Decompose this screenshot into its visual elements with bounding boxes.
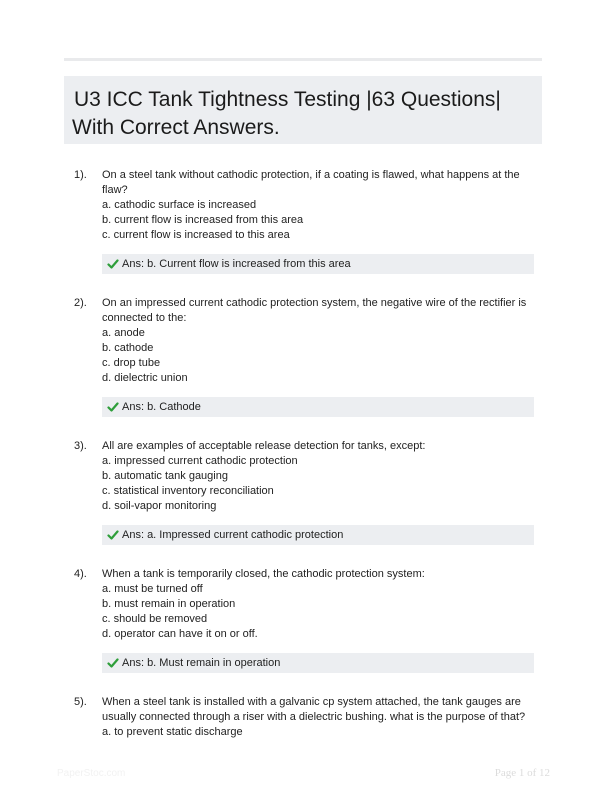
answer-box: [102, 653, 534, 673]
question-number: 1).: [74, 169, 87, 181]
question-text: On a steel tank without cathodic protection, if a coating is flawed, what happens at the flaw?: [102, 169, 520, 196]
page-number: Page 1 of 12: [494, 767, 550, 779]
question-5: [74, 695, 544, 740]
question-3: [74, 439, 544, 545]
title-line-1: U3 ICC Tank Tightness Testing |63 Questions|: [74, 88, 501, 111]
question-text: When a steel tank is installed with a galvanic cp system attached, the tank gauges are usually connected through a riser with a dielectric bushing. what is the purpose of that?: [102, 696, 526, 723]
option-b: b. automatic tank gauging: [102, 470, 228, 482]
answer-text: Ans: a. Impressed current cathodic protection: [122, 529, 344, 541]
answer-text: Ans: b. Must remain in operation: [122, 657, 281, 669]
answer-text: Ans: b. Cathode: [122, 401, 201, 413]
answer-box: [102, 525, 534, 545]
option-c: c. drop tube: [102, 357, 161, 369]
checkmark-icon: [107, 401, 119, 413]
option-c: c. statistical inventory reconciliation: [102, 485, 274, 497]
option-d: d. soil-vapor monitoring: [102, 500, 217, 512]
answer-box: [102, 254, 534, 274]
title-line-2: With Correct Answers.: [72, 116, 280, 139]
question-number: 5).: [74, 696, 87, 708]
top-divider: [64, 58, 542, 61]
checkmark-icon: [107, 529, 119, 541]
question-1: [74, 168, 544, 274]
option-c: c. current flow is increased to this area: [102, 229, 290, 241]
question-2: [74, 296, 544, 417]
checkmark-icon: [107, 258, 119, 270]
title-banner: [64, 76, 542, 144]
footer-source-watermark: PaperStoc.com: [57, 768, 126, 779]
question-4: [74, 567, 544, 673]
option-b: b. cathode: [102, 342, 154, 354]
option-d: d. operator can have it on or off.: [102, 628, 258, 640]
option-a: a. cathodic surface is increased: [102, 199, 257, 211]
option-b: b. must remain in operation: [102, 598, 236, 610]
option-a: a. anode: [102, 327, 145, 339]
option-a: a. must be turned off: [102, 583, 203, 595]
question-number: 4).: [74, 568, 87, 580]
question-text: When a tank is temporarily closed, the cathodic protection system:: [102, 568, 425, 580]
question-text: On an impressed current cathodic protection system, the negative wire of the rectifier is connected to the:: [102, 297, 527, 324]
option-a: a. to prevent static discharge: [102, 726, 243, 738]
question-number: 3).: [74, 440, 87, 452]
question-text: All are examples of acceptable release detection for tanks, except:: [102, 440, 426, 452]
document-title: [72, 86, 532, 142]
question-number: 2).: [74, 297, 87, 309]
answer-text: Ans: b. Current flow is increased from this area: [122, 258, 351, 270]
option-c: c. should be removed: [102, 613, 208, 625]
option-d: d. dielectric union: [102, 372, 188, 384]
checkmark-icon: [107, 657, 119, 669]
option-a: a. impressed current cathodic protection: [102, 455, 298, 467]
option-b: b. current flow is increased from this area: [102, 214, 304, 226]
answer-box: [102, 397, 534, 417]
